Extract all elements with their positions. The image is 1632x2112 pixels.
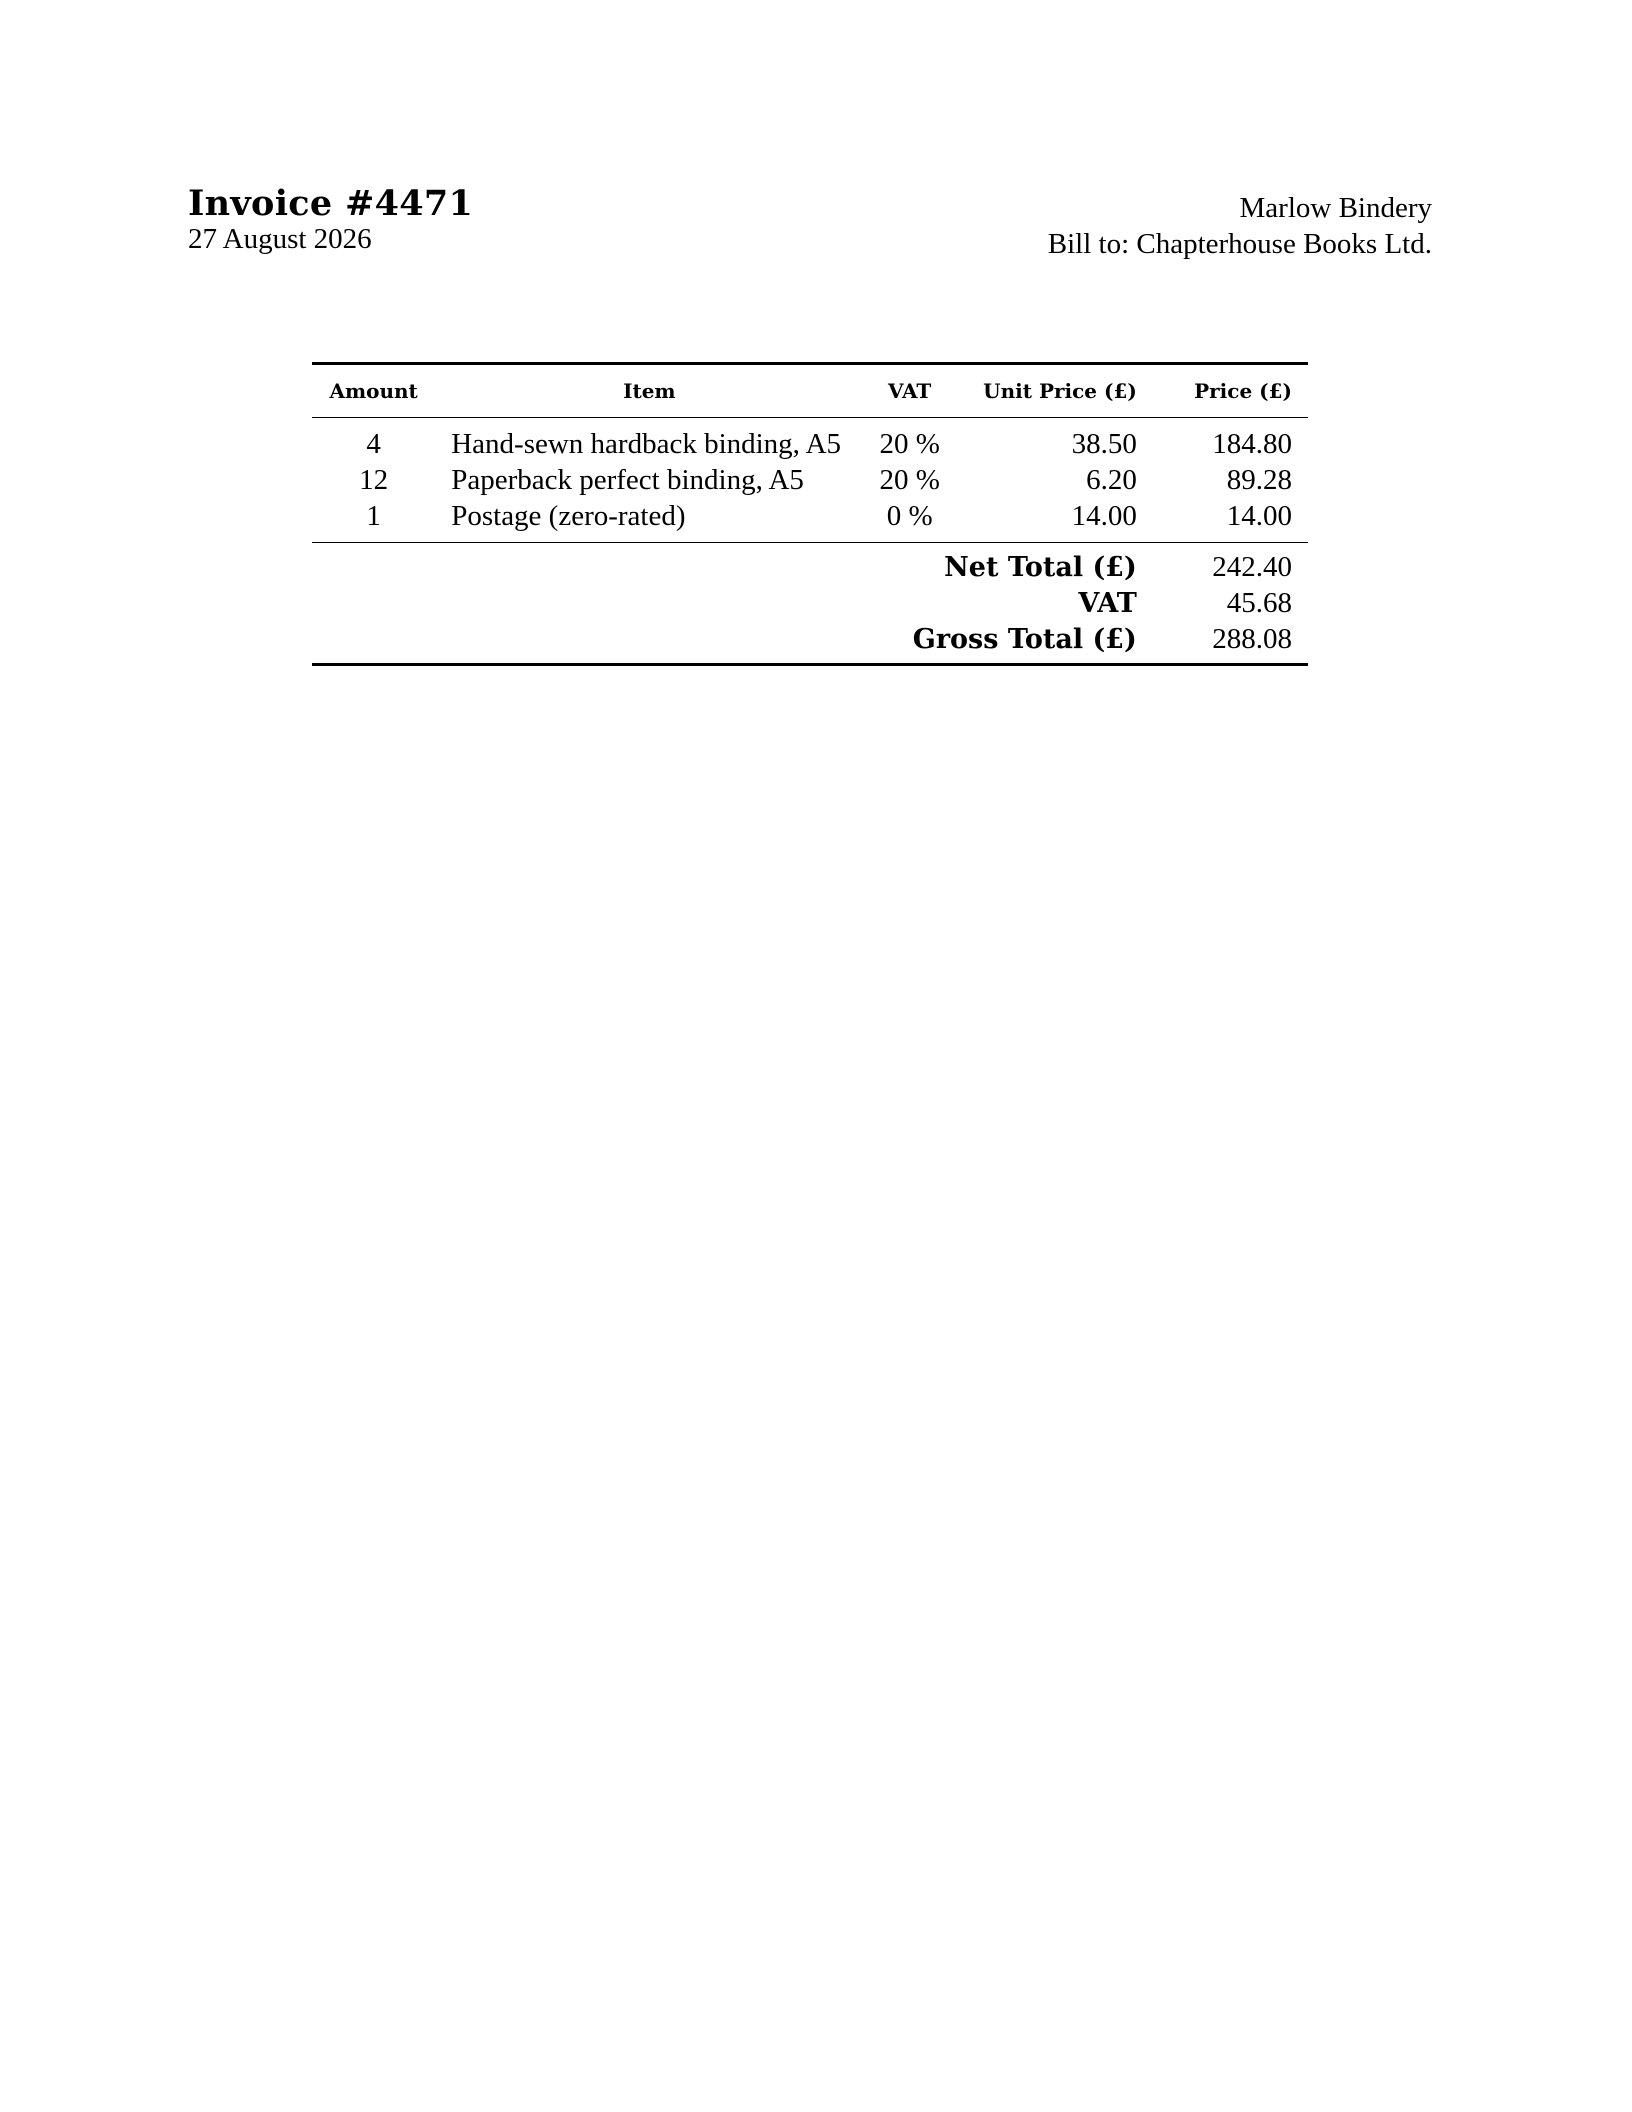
net-total-row bbox=[312, 543, 1308, 586]
row-vat: 0 % bbox=[886, 499, 933, 532]
net-total-value: 242.40 bbox=[1153, 543, 1308, 586]
invoice-table bbox=[312, 362, 1308, 666]
row-price: 14.00 bbox=[1226, 499, 1292, 532]
column-header-amount: Amount bbox=[312, 364, 435, 418]
column-header-vat: VAT bbox=[863, 364, 955, 418]
column-header-unit-price: Unit Price (£) bbox=[956, 364, 1153, 418]
row-price: 184.80 bbox=[1212, 427, 1292, 460]
row-unit-price: 6.20 bbox=[1086, 463, 1137, 496]
row-vat: 20 % bbox=[879, 463, 940, 496]
row-item: Postage (zero-rated) bbox=[451, 499, 686, 532]
row-vat: 20 % bbox=[879, 427, 940, 460]
row-amount: 12 bbox=[359, 463, 389, 496]
row-item: Paperback perfect binding, A5 bbox=[451, 463, 804, 496]
table-row bbox=[312, 498, 1308, 543]
net-total-label: Net Total (£) bbox=[312, 543, 1153, 586]
vendor-block bbox=[1048, 190, 1432, 262]
column-header-price: Price (£) bbox=[1153, 364, 1308, 418]
row-unit-price: 38.50 bbox=[1071, 427, 1137, 460]
vat-total-label: VAT bbox=[1078, 587, 1137, 619]
invoice-title: Invoice #4471 bbox=[188, 183, 474, 224]
table-row bbox=[312, 418, 1308, 463]
column-header-item: Item bbox=[435, 364, 863, 418]
row-amount: 4 bbox=[366, 427, 381, 460]
row-amount: 1 bbox=[366, 499, 381, 532]
table-row bbox=[312, 462, 1308, 498]
invoice-header bbox=[188, 182, 473, 256]
vat-total-value: 45.68 bbox=[1226, 586, 1292, 619]
invoice-date: 27 August 2026 bbox=[188, 223, 372, 255]
gross-total-label: Gross Total (£) bbox=[312, 621, 1153, 665]
gross-total-value: 288.08 bbox=[1153, 621, 1308, 665]
gross-total-row bbox=[312, 621, 1308, 665]
vendor-name: Marlow Bindery bbox=[1239, 192, 1432, 224]
bill-to: Bill to: Chapterhouse Books Ltd. bbox=[1047, 228, 1432, 260]
row-unit-price: 14.00 bbox=[1071, 499, 1137, 532]
row-item: Hand-sewn hardback binding, A5 bbox=[451, 427, 842, 460]
row-price: 89.28 bbox=[1226, 463, 1292, 496]
vat-total-row bbox=[312, 585, 1308, 621]
table-header-row bbox=[312, 364, 1308, 418]
